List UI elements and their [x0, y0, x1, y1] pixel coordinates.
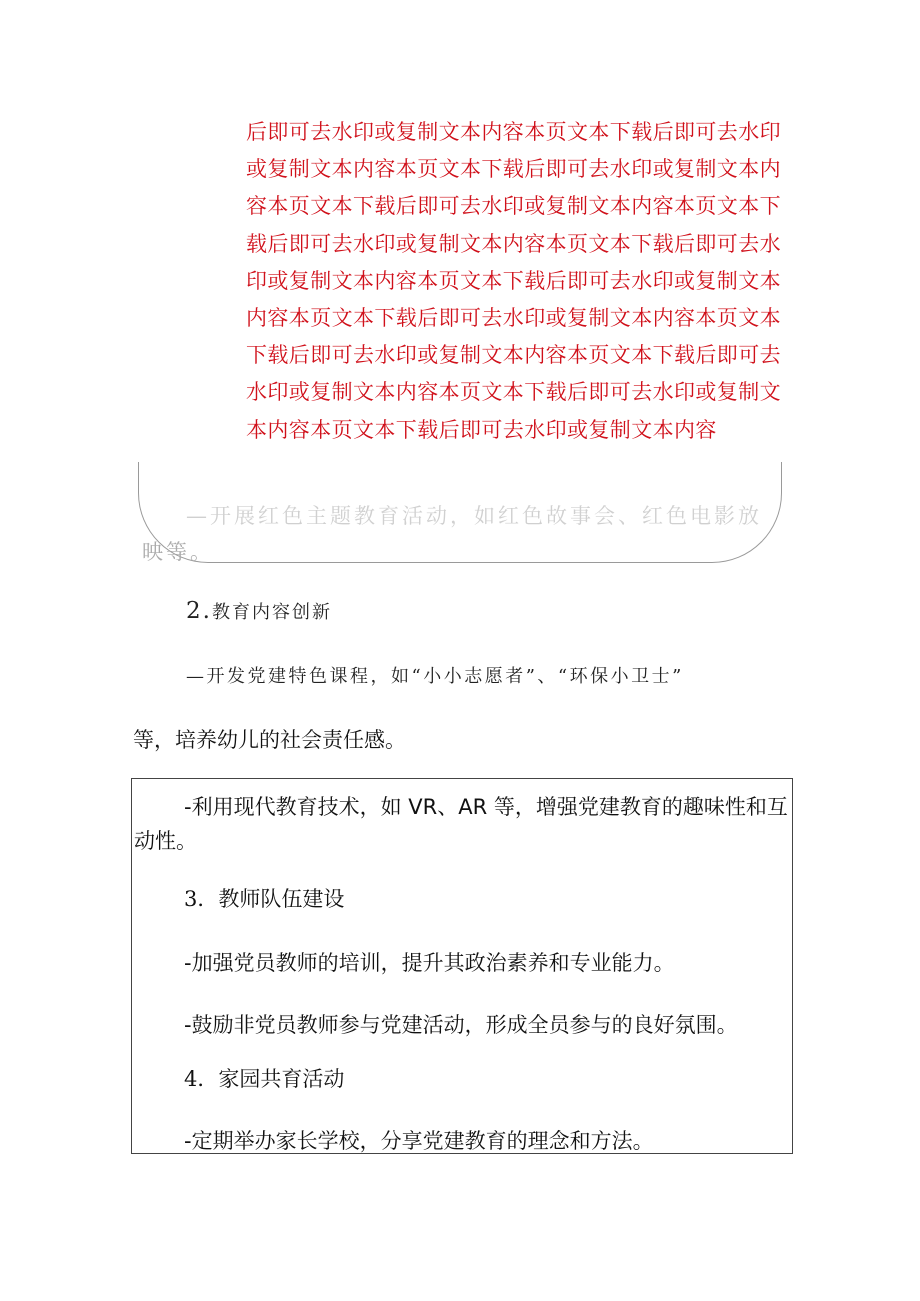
watermark-text-block: [246, 114, 798, 449]
watermark-line: 本内容本页文本下载后即可去水印或复制文本内容: [246, 417, 717, 442]
home-school-item-1: -定期举办家长学校，分享党建教育的理念和方法。: [184, 1129, 654, 1153]
tech-item-line1: -利用现代教育技术，如 VR、AR 等，增强党建教育的趣味性和互: [184, 795, 788, 819]
watermark-line: 后即可去水印或复制文本内容本页文本下载后即可去水印: [246, 120, 781, 144]
course-item-line2: 等，培养幼儿的社会责任感。: [133, 728, 406, 752]
course-item-line1: —开发党建特色课程，如“小小志愿者”、“环保小卫士”: [186, 666, 684, 687]
section-4-heading: [184, 1063, 344, 1093]
watermark-line: 下载后即可去水印或复制文本内容本页文本下载后即可去: [246, 343, 781, 368]
watermark-line: 印或复制文本内容本页文本下载后即可去水印或复制文本: [246, 268, 781, 293]
bordered-content-box: [131, 778, 793, 1154]
watermark-line: 水印或复制文本内容本页文本下载后即可去水印或复制文: [246, 380, 781, 405]
section-4-title: ．家园共育活动: [197, 1067, 345, 1091]
teacher-item-1: -加强党员教师的培训，提升其政治素养和专业能力。: [184, 951, 675, 975]
section-2-heading: [186, 598, 332, 624]
section-3-title: ．教师队伍建设: [197, 887, 345, 911]
watermark-line: 容本页文本下载后即可去水印或复制文本内容本页文本下: [246, 194, 781, 219]
section-4-number: 4: [184, 1067, 198, 1091]
watermark-line: 或复制文本内容本页文本下载后即可去水印或复制文本内: [246, 157, 781, 182]
section-3-heading: [184, 883, 344, 913]
section-2-title: 教育内容创新: [211, 602, 332, 623]
faded-text-line: —开展红色主题教育活动，如红色故事会、红色电影放: [186, 504, 762, 528]
watermark-line: 载后即可去水印或复制文本内容本页文本下载后即可去水: [246, 231, 781, 256]
tech-item-line2: 动性。: [134, 829, 197, 853]
teacher-item-2: -鼓励非党员教师参与党建活动，形成全员参与的良好氛围。: [184, 1013, 738, 1037]
watermark-line: 内容本页文本下载后即可去水印或复制文本内容本页文本: [246, 306, 781, 331]
faded-text-line: 映等。: [142, 540, 214, 564]
section-2-number: 2.: [186, 598, 212, 624]
section-3-number: 3: [184, 887, 198, 911]
